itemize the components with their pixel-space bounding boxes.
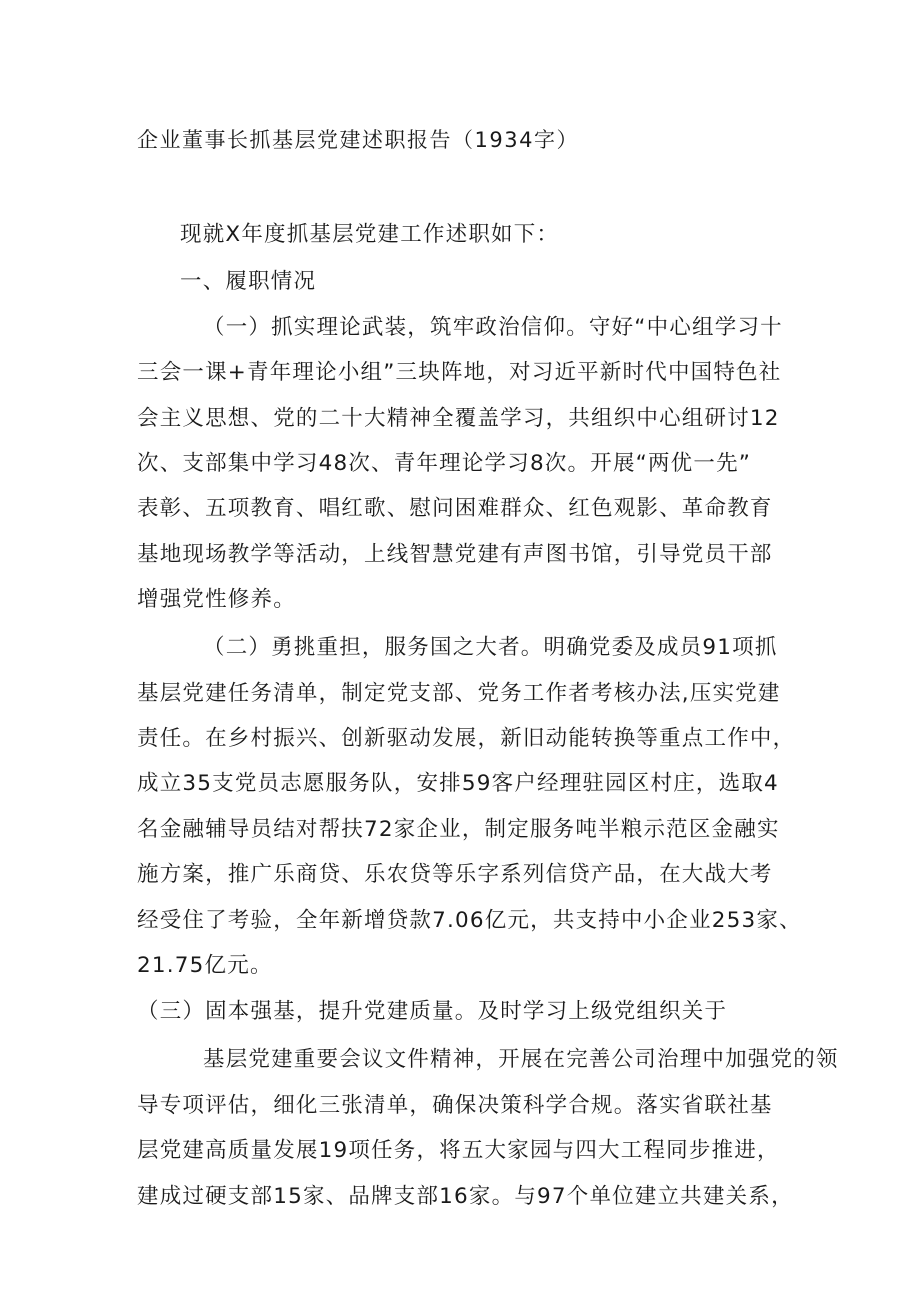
paragraph-line: 增强党性修养。: [137, 587, 296, 612]
paragraph-line: 表彰、五项教育、唱红歌、慰问困难群众、红色观影、革命教育: [137, 496, 773, 521]
document-title: 企业董事长抓基层党建述职报告（1934字）: [137, 128, 579, 152]
paragraph-line: 名金融辅导员结对帮扶72家企业，制定服务吨半粮示范区金融实: [137, 817, 780, 842]
paragraph-line: 基层党建任务清单，制定党支部、党务工作者考核办法,压实党建: [137, 681, 781, 706]
paragraph-line: 经受住了考验，全年新增贷款7.06亿元，共支持中小企业253家、: [137, 908, 802, 933]
paragraph-line: （一）抓实理论武装，筑牢政治信仰。守好“中心组学习十: [203, 315, 783, 340]
paragraph-line: 成立35支党员志愿服务队，安排59客户经理驻园区村庄，选取4: [137, 771, 779, 796]
paragraph-line: 会主义思想、党的二十大精神全覆盖学习，共组织中心组研讨12: [137, 406, 780, 431]
paragraph-line: 21.75亿元。: [137, 953, 273, 978]
paragraph-line: 责任。在乡村振兴、创新驱动发展，新旧动能转换等重点工作中，: [137, 726, 796, 751]
intro-line: 现就X年度抓基层党建工作述职如下：: [180, 222, 560, 247]
section-heading: 一、履职情况: [180, 269, 317, 294]
paragraph-line: 层党建高质量发展19项任务，将五大家园与四大工程同步推进，: [137, 1138, 780, 1163]
paragraph-line: 基层党建重要会议文件精神，开展在完善公司治理中加强党的领: [203, 1047, 839, 1072]
paragraph-line: 施方案，推广乐商贷、乐农贷等乐字系列信贷产品，在大战大考: [137, 862, 773, 887]
paragraph-line: 导专项评估，细化三张清单，确保决策科学合规。落实省联社基: [137, 1093, 773, 1118]
paragraph-line: 次、支部集中学习48次、青年理论学习8次。开展“两优一先”: [137, 451, 752, 476]
paragraph-line: （三）固本强基，提升党建质量。及时学习上级党组织关于: [137, 999, 728, 1024]
paragraph-line: （二）勇挑重担，服务国之大者。明确党委及成员91项抓: [203, 635, 778, 660]
paragraph-line: 三会一课+青年理论小组”三块阵地，对习近平新时代中国特色社: [137, 360, 782, 385]
paragraph-line: 基地现场教学等活动，上线智慧党建有声图书馆，引导党员干部: [137, 542, 773, 567]
paragraph-line: 建成过硬支部15家、品牌支部16家。与97个单位建立共建关系，: [137, 1184, 794, 1209]
